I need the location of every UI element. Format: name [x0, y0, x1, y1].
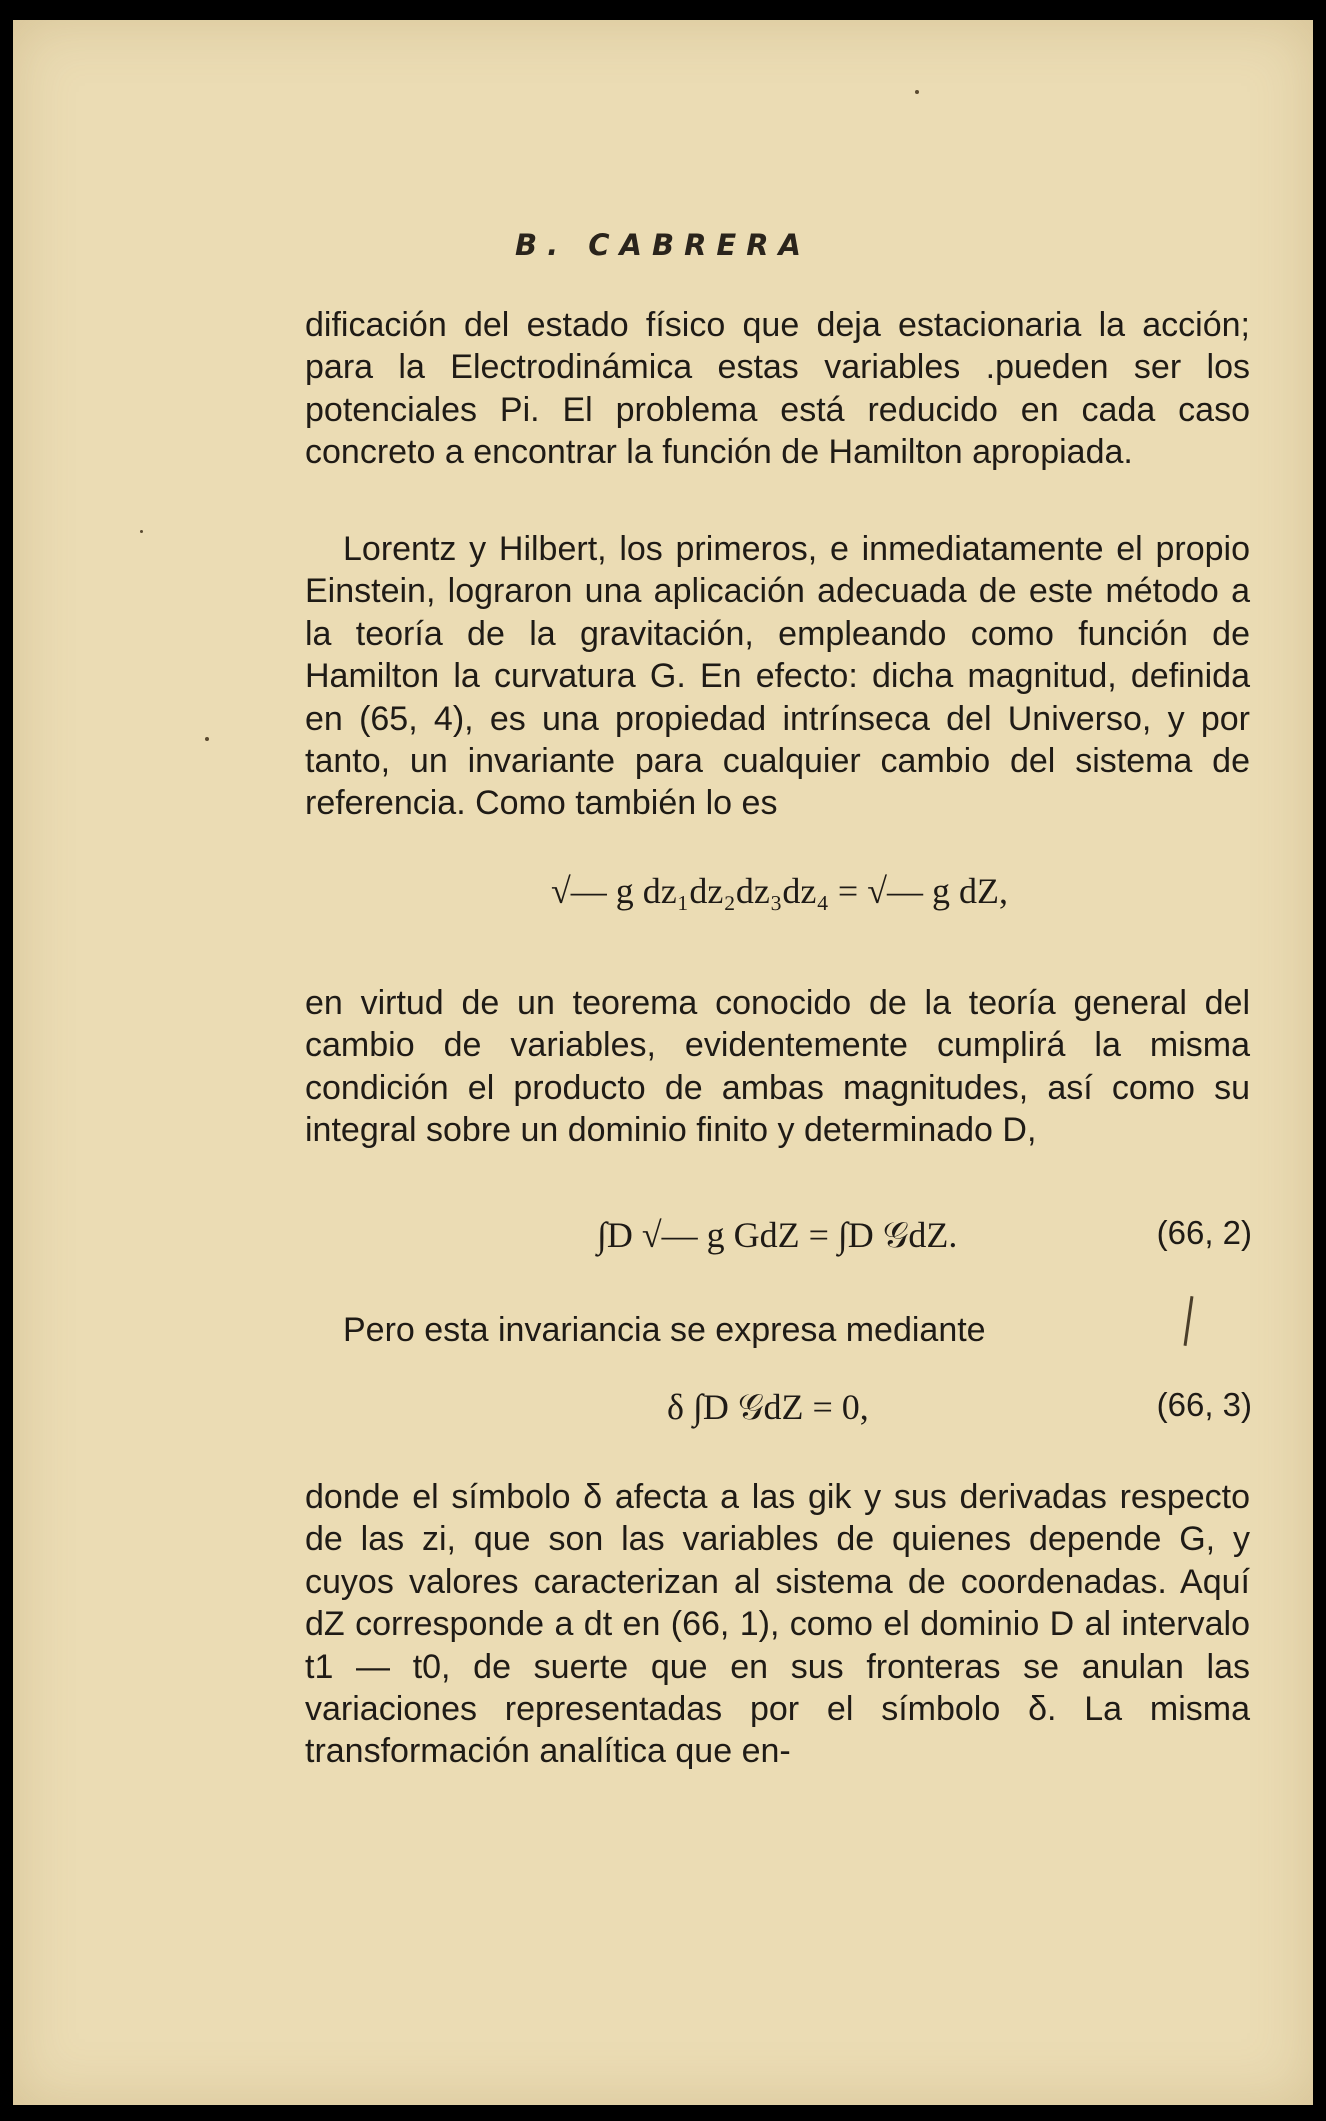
paragraph-4 [305, 1309, 1250, 1351]
equation-1: √— g dz₁dz₂dz₃dz₄ = √— g dZ, [551, 871, 1008, 911]
paragraph-3-text: en virtud de un teorema conocido de la teoría general del cambio de variables, evidentemente cumplirá la misma condición el producto de ambas magnitudes, así como su integral sobre un dominio finito y determinado D, [305, 984, 1250, 1150]
paragraph-3 [305, 982, 1250, 1152]
equation-3-expression: δ ∫D 𝒢dZ = 0, [667, 1387, 869, 1427]
equation-2-number: (66, 2) [1156, 1214, 1252, 1251]
equation-3-number: (66, 3) [1156, 1386, 1252, 1423]
paragraph-5 [305, 1476, 1250, 1773]
paragraph-2 [305, 528, 1250, 825]
equation-2-expression: ∫D √— g GdZ = ∫D 𝒢dZ. [597, 1215, 958, 1255]
page-header: B. CABRERA [515, 228, 811, 262]
paragraph-5-text: donde el símbolo δ afecta a las gik y sus derivadas respecto de las zi, que son las variables de quienes depende G, y cuyos valores caracterizan al sistema de coordenadas. Aquí dZ corresponde a dt en (66, 1), como el dominio D al intervalo t1 — t0, de suerte que en sus fronteras se anulan las variaciones representadas por el símbolo δ. La misma transformación analítica que en- [305, 1478, 1250, 1771]
paper-speck [140, 530, 143, 533]
paragraph-1 [305, 304, 1250, 474]
paragraph-4-text: Pero esta invariancia se expresa mediante [343, 1311, 986, 1349]
paragraph-2-text: Lorentz y Hilbert, los primeros, e inmediatamente el propio Einstein, lograron una aplicación adecuada de este método a la teoría de la gravitación, empleando como función de Hamilton la curvatura G. En efecto: dicha magnitud, definida en (65, 4), es una propiedad intrínseca del Universo, y por tanto, un invariante para cualquier cambio del sistema de referencia. Como también lo es [305, 530, 1250, 823]
paper-speck [915, 90, 919, 94]
paragraph-1-text: dificación del estado físico que deja estacionaria la acción; para la Electrodinámica estas variables .pueden ser los potenciales Pi. El problema está reducido en cada caso concreto a encontrar la función de Hamilton apropiada. [305, 306, 1250, 472]
paper-speck [205, 737, 209, 741]
